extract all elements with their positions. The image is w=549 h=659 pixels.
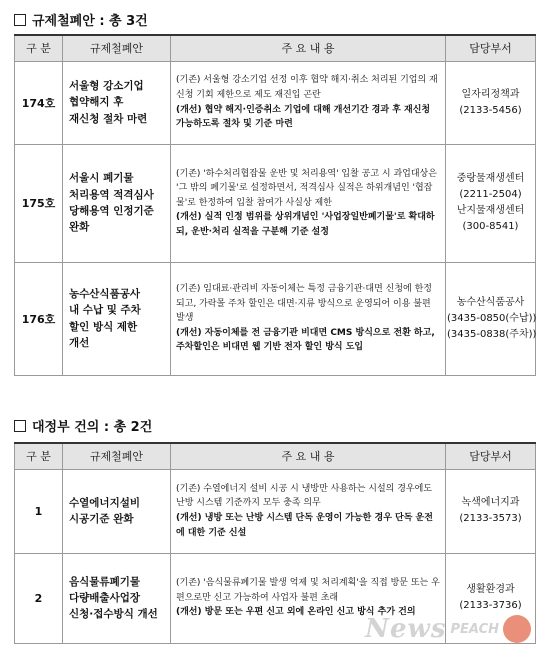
change-label: (개선) xyxy=(176,104,202,115)
dept-line: (3435-0850(수납)) xyxy=(447,312,537,324)
section1-title-text: 규제철폐안 : 총 3건 xyxy=(32,14,148,29)
header-no: 구 분 xyxy=(15,35,63,61)
change-text: 냉방 또는 난방 시스템 단독 운영이 가능한 경우 단독 운전에 대한 기준 신설 xyxy=(176,513,433,538)
basis-label: (기존) xyxy=(176,284,201,295)
name-line: 서울시 폐기물 xyxy=(69,172,134,185)
name-line: 다량배출사업장 xyxy=(69,591,141,604)
change-text: 실적 인정 범위를 상위개념인 '사업장일반폐기물'로 확대하되, 운반·처리 실적을 구분해 기준 설정 xyxy=(176,212,435,237)
basis-label: (기존) xyxy=(176,75,201,86)
name-line: 재신청 절차 마련 xyxy=(69,112,148,125)
basis-text: 서울형 강소기업 선정 이후 협약 해지·취소 처리된 기업의 재신청 기회 제한으로 제도 재진입 곤란 xyxy=(176,75,438,100)
change-label: (개선) xyxy=(176,327,202,338)
table-row xyxy=(15,144,536,262)
dept-line: (2133-3736) xyxy=(459,600,522,611)
dept-line: (2133-5456) xyxy=(459,104,522,116)
regulation-name xyxy=(63,61,171,144)
name-line: 수열에너지설비 xyxy=(69,496,141,509)
table-row xyxy=(15,61,536,144)
name-line: 협약해지 후 xyxy=(69,96,124,109)
department xyxy=(446,469,536,553)
name-line: 처리용역 적격심사 xyxy=(69,188,154,201)
name-line: 농수산식품공사 xyxy=(69,287,141,300)
change-text: 협약 해지·인증취소 기업에 대해 개선기간 경과 후 재신청 가능하도록 절차 및 기준 마련 xyxy=(176,104,431,130)
square-bullet-icon xyxy=(14,14,26,26)
basis-label: (기존) xyxy=(176,483,201,494)
name-line: 신청·접수방식 개선 xyxy=(69,608,158,621)
header-dept: 담당부서 xyxy=(446,443,536,469)
row-number: 174호 xyxy=(15,61,63,144)
table-header-row xyxy=(15,35,536,61)
change-text: 방문 또는 우편 신고 외에 온라인 신고 방식 추가 건의 xyxy=(204,607,416,618)
section2-title-text: 대정부 건의 : 총 2건 xyxy=(32,420,153,435)
table-row xyxy=(15,469,536,553)
proposal-name xyxy=(63,469,171,553)
dept-line: (3435-0838(주차)) xyxy=(447,328,537,340)
basis-text: '음식물류폐기물 발생 억제 및 처리계획'을 직접 방문 또는 우편으로만 신고 가능하여 사업자 불편 초래 xyxy=(176,578,440,603)
dept-line: 중랑물재생센터 xyxy=(456,173,525,184)
basis-label: (기존) xyxy=(176,168,201,179)
proposal-name xyxy=(63,553,171,643)
name-line: 할인 방식 제한 xyxy=(69,320,138,333)
dept-line: (2133-3573) xyxy=(459,513,522,524)
header-name: 규제철폐안 xyxy=(63,35,171,61)
regulation-name xyxy=(63,262,171,375)
table-header-row xyxy=(15,443,536,469)
header-dept: 담당부서 xyxy=(446,35,536,61)
dept-line: 생활환경과 xyxy=(466,584,515,595)
regulation-name xyxy=(63,144,171,262)
basis-text: '하수처리협잡물 운반 및 처리용역' 입찰 공고 시 과업대상은 '그 밖의 폐기물'로 설정하면서, 적격심사 실적은 하위개념인 '협잡물'로 한정하여 입찰 참여가 사실상 제한 xyxy=(176,168,437,208)
seal-icon xyxy=(503,615,531,643)
regulation-content xyxy=(171,61,446,144)
square-bullet-icon xyxy=(14,420,26,432)
dept-line: 녹색에너지과 xyxy=(461,497,520,508)
dept-line: 일자리정책과 xyxy=(461,88,520,100)
watermark-brand: News xyxy=(365,614,447,644)
name-line: 시공기준 완화 xyxy=(69,513,134,525)
header-no: 구 분 xyxy=(15,443,63,469)
name-line: 서울형 강소기업 xyxy=(69,80,144,93)
department xyxy=(446,262,536,375)
change-label: (개선) xyxy=(176,513,202,523)
department xyxy=(446,144,536,262)
name-line: 개선 xyxy=(69,336,90,349)
change-label: (개선) xyxy=(176,212,202,223)
name-line: 내 수납 및 주차 xyxy=(69,304,141,317)
dept-line: (2211-2504) xyxy=(459,189,522,200)
dept-line: 난지물재생센터 xyxy=(456,205,525,216)
dept-line: (300-8541) xyxy=(462,221,519,232)
row-number: 176호 xyxy=(15,262,63,375)
basis-text: 수열에너지 설비 시공 시 냉방만 사용하는 시설의 경우에도 난방 시스템 기준까지 모두 충족 의무 xyxy=(176,483,432,509)
basis-label: (기존) xyxy=(176,578,201,589)
regulation-table xyxy=(14,34,536,376)
newspeach-watermark xyxy=(281,603,531,655)
department xyxy=(446,61,536,144)
header-content: 주 요 내 용 xyxy=(171,443,446,469)
row-number: 2 xyxy=(15,553,63,643)
basis-text: 임대료·관리비 자동이체는 특정 금융기관·대면 신청에 한정되고, 가락몰 주차 할인은 대면·지류 방식으로 운영되어 이용 불편 발생 xyxy=(176,284,432,324)
watermark-sub: PEACH xyxy=(450,621,499,637)
header-name: 규제철폐안 xyxy=(63,443,171,469)
name-line: 음식물류폐기물 xyxy=(69,575,141,588)
header-content: 주 요 내 용 xyxy=(171,35,446,61)
name-line: 완화 xyxy=(69,221,90,234)
change-text: 자동이체를 전 금융기관 비대면 CMS 방식으로 전환 하고, 주차할인은 비대면 웹 기반 전자 할인 방식 도입 xyxy=(176,327,435,353)
name-line: 당해용역 인정기준 xyxy=(69,205,154,217)
row-number: 175호 xyxy=(15,144,63,262)
change-label: (개선) xyxy=(176,607,202,618)
regulation-content xyxy=(171,144,446,262)
section1-title xyxy=(14,10,148,29)
regulation-content xyxy=(171,262,446,375)
row-number: 1 xyxy=(15,469,63,553)
table-row xyxy=(15,262,536,375)
dept-line: 농수산식품공사 xyxy=(456,296,525,308)
section2-title xyxy=(14,416,152,435)
proposal-content xyxy=(171,469,446,553)
